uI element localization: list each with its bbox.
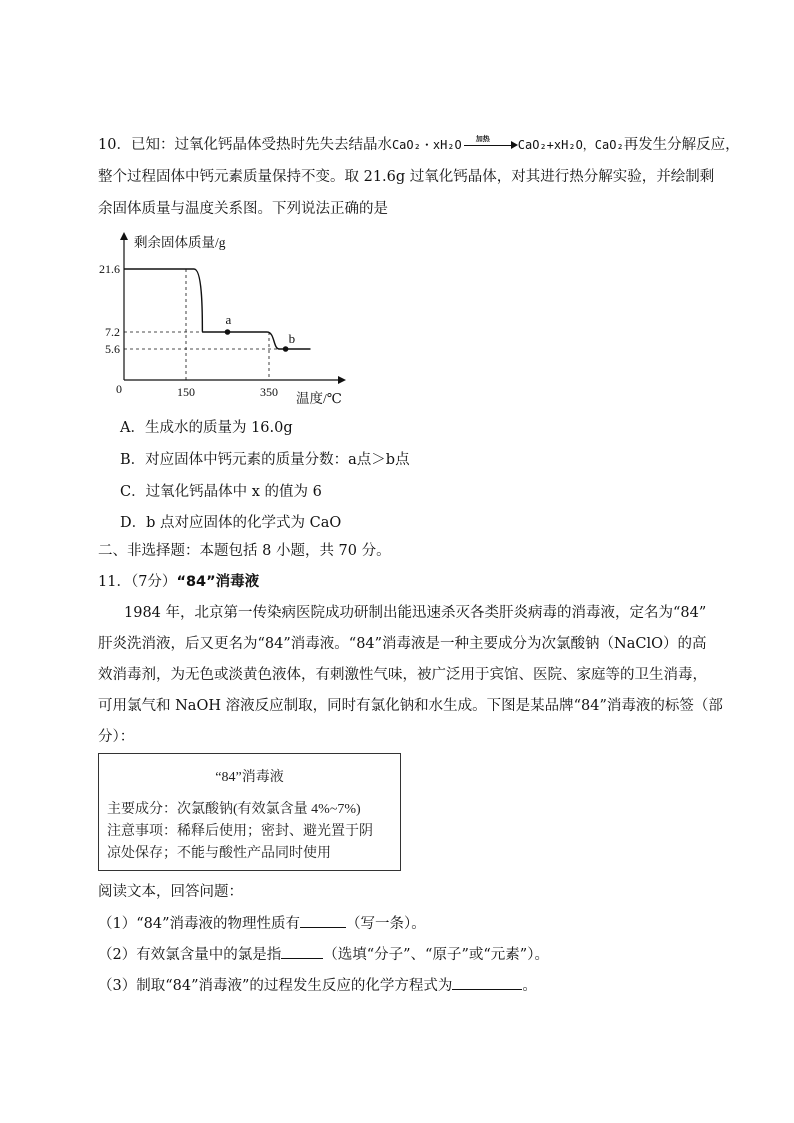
answer-blank-1[interactable]	[300, 913, 346, 928]
q11-paragraph-line2: 肝炎洗消液，后又更名为“84”消毒液。“84”消毒液是一种主要成分为次氯酸钠（NaClO）的高	[98, 636, 707, 652]
q10-line1-prefix: 10．已知：过氧化钙晶体受热时先失去结晶水	[98, 137, 392, 153]
y-tick-label: 5.6	[105, 342, 120, 356]
mass-temperature-chart	[90, 228, 360, 408]
answer-blank-2[interactable]	[281, 944, 323, 959]
q10-line3: 余固体质量与温度关系图。下列说法正确的是	[98, 201, 388, 217]
q11-paragraph-line3: 效消毒剂，为无色或淡黄色液体，有刺激性气味，被广泛用于宾馆、医院、家庭等的卫生消毒，	[98, 667, 707, 683]
q11-sub1	[98, 913, 426, 934]
y-axis-label: 剩余固体质量/g	[134, 235, 226, 250]
q11-sub2	[98, 944, 549, 965]
arrow-label: 加热	[475, 134, 490, 143]
answer-blank-3[interactable]	[452, 975, 522, 990]
q10-line2: 整个过程固体中钙元素质量保持不变。取 21.6g 过氧化钙晶体，对其进行热分解实验，并绘制剩	[98, 169, 715, 185]
q11-sub3-end: 。	[522, 978, 537, 994]
origin-label: 0	[116, 382, 122, 396]
point-b	[283, 346, 289, 352]
q10-line1	[98, 135, 740, 155]
option-c: C．过氧化钙晶体中 x 的值为 6	[120, 484, 322, 500]
q11-title: “84”消毒液	[176, 574, 260, 590]
product-label	[98, 753, 401, 871]
y-axis-arrow-icon	[120, 232, 128, 240]
read-prompt: 阅读文本，回答问题：	[98, 884, 243, 900]
q11-paragraph-line5: 分）：	[98, 729, 135, 745]
option-a: A．生成水的质量为 16.0g	[120, 420, 293, 436]
point-label-b: b	[288, 331, 296, 346]
label-line1: 主要成分：次氯酸钠(有效氯含量 4%~7%)	[107, 802, 361, 817]
q11-paragraph-line1: 1984 年，北京第一传染病医院成功研制出能迅速杀灭各类肝炎病毒的消毒液，定名为“84”	[124, 605, 707, 621]
q11-sub3-text: （3）制取“84”消毒液”的过程发生反应的化学方程式为	[98, 978, 453, 994]
q11-paragraph-line4: 可用氯气和 NaOH 溶液反应制取，同时有氯化钠和水生成。下图是某品牌“84”消毒液的标签（部	[98, 698, 723, 714]
heat-arrow-icon	[462, 134, 518, 153]
mass-curve	[124, 269, 311, 349]
point-a	[225, 329, 231, 335]
q11-sub1-hint: （写一条）。	[346, 916, 426, 932]
label-line2: 注意事项：稀释后使用；密封、避光置于阴	[107, 824, 373, 839]
point-label-a: a	[225, 312, 232, 327]
q11-sub3	[98, 975, 537, 996]
x-axis-label: 温度/℃	[296, 391, 342, 406]
q11-sub1-text: （1）“84”消毒液的物理性质有	[98, 916, 301, 932]
q11-sub2-text: （2）有效氯含量中的氯是指	[98, 947, 282, 963]
x-axis-arrow-icon	[338, 376, 346, 384]
q10-line1-suffix: 再发生分解反应，	[623, 137, 740, 153]
x-tick-label: 150	[177, 385, 195, 399]
y-tick-label: 7.2	[105, 325, 120, 339]
q11-number: 11．（7分）	[98, 574, 177, 590]
label-title: “84”消毒液	[215, 770, 284, 785]
label-line3: 凉处保存；不能与酸性产品同时使用	[107, 846, 331, 861]
q10-formula-right: CaO₂+xH₂O，CaO₂	[517, 138, 624, 152]
y-tick-label: 21.6	[99, 262, 120, 276]
q11-heading	[98, 572, 259, 592]
q10-formula-left: CaO₂・xH₂O	[391, 138, 462, 152]
option-d: D．b 点对应固体的化学式为 CaO	[120, 515, 342, 531]
section-heading: 二、非选择题：本题包括 8 小题，共 70 分。	[98, 543, 391, 559]
option-b: B．对应固体中钙元素的质量分数：a点＞b点	[120, 452, 410, 468]
q11-sub2-hint: （选填“分子”、“原子”或“元素”）。	[323, 947, 549, 963]
x-tick-label: 350	[260, 385, 278, 399]
